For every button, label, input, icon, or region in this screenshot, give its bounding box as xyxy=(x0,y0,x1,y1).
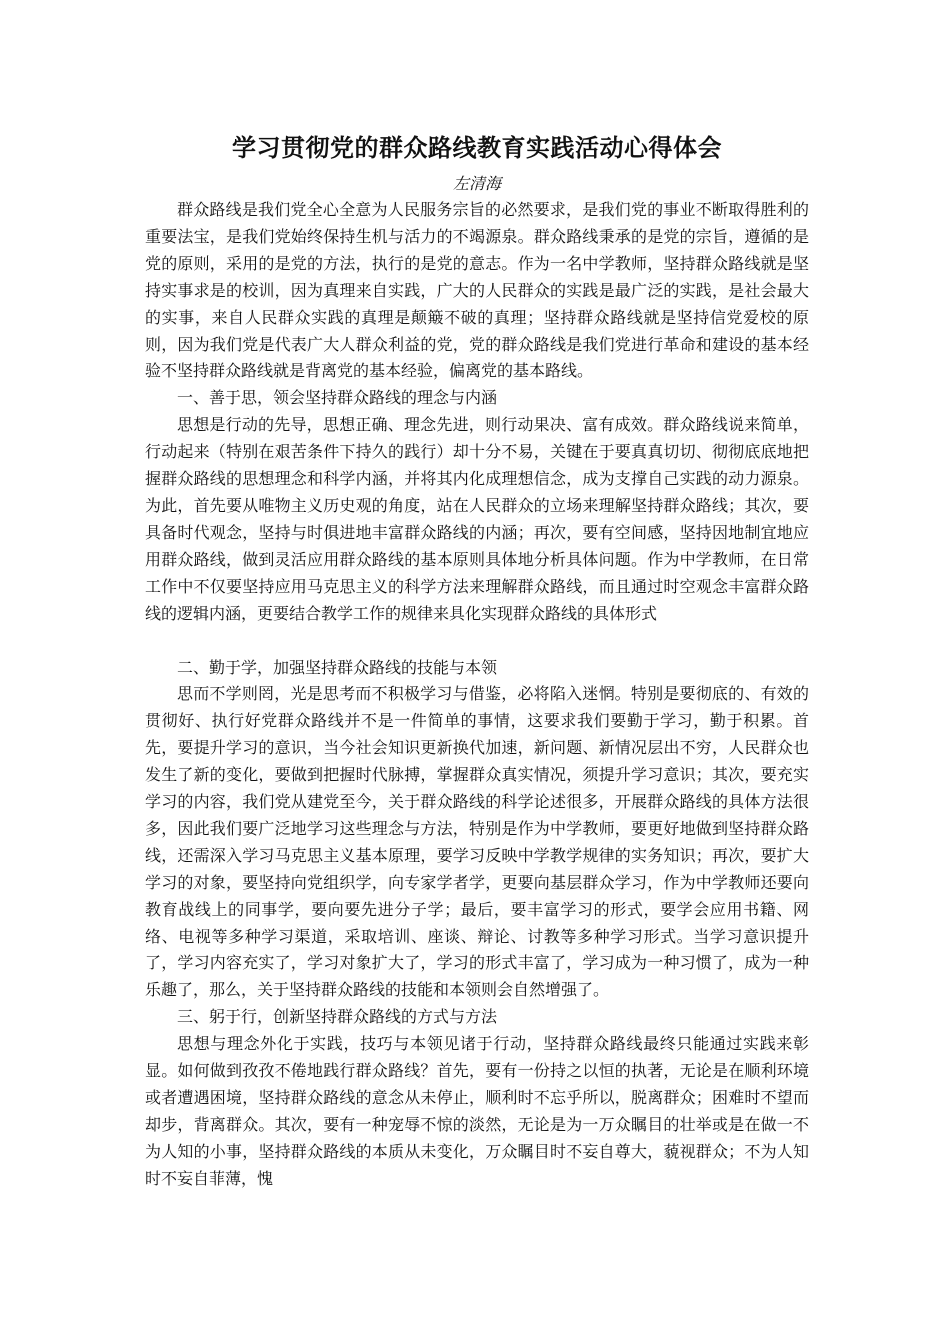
section2-heading: 二、勤于学，加强坚持群众路线的技能与本领 xyxy=(177,657,498,677)
section1-paragraph: 思想是行动的先导，思想正确、理念先进，则行动果决、富有成效。群众路线说来简单，行动起来（特别在艰苦条件下持久的践行）却十分不易，关键在于要真真切切、彻彻底底地把握群众路线的思想理念和科学内涵，并将其内化成理想信念，成为支撑自己实践的动力源泉。为此，首先要从唯物主义历史观的角度，站在人民群众的立场来理解坚持群众路线；其次，要具备时代观念，坚持与时俱进地丰富群众路线的内涵；再次，要有空间感，坚持因地制宜地应用群众路线，做到灵活应用群众路线的基本原则具体地分析具体问题。作为中学教师，在日常工作中不仅要坚持应用马克思主义的科学方法来理解群众路线，而且通过时空观念丰富群众路线的逻辑内涵，更要结合教学工作的规律来具化实现群众路线的具体形式 xyxy=(145,415,809,623)
section1-heading: 一、善于思，领会坚持群众路线的理念与内涵 xyxy=(177,388,498,408)
section2-paragraph: 思而不学则罔，光是思考而不积极学习与借鉴，必将陷入迷惘。特别是要彻底的、有效的贯彻好、执行好党群众路线并不是一件简单的事情，这要求我们要勤于学习，勤于积累。首先，要提升学习的意识，当今社会知识更新换代加速，新问题、新情况层出不穷，人民群众也发生了新的变化，要做到把握时代脉搏，掌握群众真实情况，须提升学习意识；其次，要充实学习的内容，我们党从建党至今，关于群众路线的科学论述很多，开展群众路线的具体方法很多，因此我们要广泛地学习这些理念与方法，特别是作为中学教师，要更好地做到坚持群众路线，还需深入学习马克思主义基本原理，要学习反映中学教学规律的实务知识；再次，要扩大学习的对象，要坚持向党组织学，向专家学者学，更要向基层群众学习，作为中学教师还要向教育战线上的同事学，要向要先进分子学；最后，要丰富学习的形式，要学会应用书籍、网络、电视等多种学习渠道，采取培训、座谈、辩论、讨教等多种学习形式。当学习意识提升了，学习内容充实了，学习对象扩大了，学习的形式丰富了，学习成为一种习惯了，成为一种乐趣了，那么，关于坚持群众路线的技能和本领则会自然增强了。 xyxy=(145,684,809,1000)
section3-heading: 三、躬于行，创新坚持群众路线的方式与方法 xyxy=(177,1007,498,1027)
section3-paragraph: 思想与理念外化于实践，技巧与本领见诸于行动，坚持群众路线最终只能通过实践来彰显。如何做到孜孜不倦地践行群众路线？首先，要有一份持之以恒的执著，无论是在顺利环境或者遭遇困境，坚持群众路线的意念从未停止，顺利时不忘乎所以，脱离群众；困难时不望而却步，背离群众。其次，要有一种宠辱不惊的淡然，无论是为一万众瞩目的壮举或是在做一不为人知的小事，坚持群众路线的本质从未变化，万众瞩目时不妄自尊大，藐视群众；不为人知时不妄自菲薄，愧 xyxy=(145,1034,809,1188)
document-title: 学习贯彻党的群众路线教育实践活动心得体会 xyxy=(232,134,722,162)
intro-paragraph: 群众路线是我们党全心全意为人民服务宗旨的必然要求，是我们党的事业不断取得胜利的重要法宝，是我们党始终保持生机与活力的不竭源泉。群众路线秉承的是党的宗旨，遵循的是党的原则，采用的是党的方法，执行的是党的意志。作为一名中学教师，坚持群众路线就是坚持实事求是的校训，因为真理来自实践，广大的人民群众的实践是最广泛的实践，是社会最大的实事，来自人民群众实践的真理是颠簸不破的真理；坚持群众路线就是坚持信党爱校的原则，因为我们党是代表广大人群众利益的党，党的群众路线是我们党进行革命和建设的基本经验不坚持群众路线就是背离党的基本经验，偏离党的基本路线。 xyxy=(145,200,809,381)
blank-line xyxy=(145,628,809,655)
author-name: 左清海 xyxy=(452,174,501,193)
document-page xyxy=(145,128,809,1193)
